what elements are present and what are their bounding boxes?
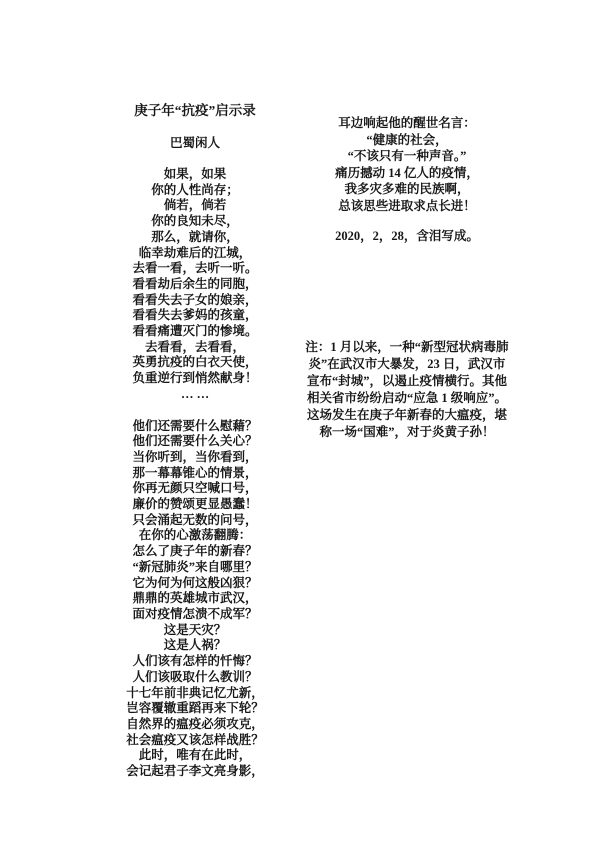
poem-line: 痛历撼动 14 亿人的疫情， [335, 165, 479, 180]
poem-line: 看看痛遭灭门的惨境。 [132, 324, 258, 339]
note-line: 相关省市纷纷启动“应急 1 级响应”。 [306, 391, 507, 405]
poem-line: … … [180, 386, 210, 401]
poem-line: 人们该有怎样的忏悔？ [132, 654, 258, 669]
poem-line: 倘若，倘若 [163, 198, 227, 213]
footnote-paragraph [305, 339, 509, 441]
poem-line: 人们该吸取什么教训？ [132, 669, 258, 684]
poem-line: 它为何为何这般凶狠？ [132, 575, 258, 590]
poem-line: 这是天灾？ [163, 622, 227, 637]
poem-line: 他们还需要什么关心？ [132, 434, 258, 449]
poem-line: 十七年前非典记忆尤新， [126, 685, 264, 700]
poem-line: 你再无颜只空喊口号， [132, 481, 258, 496]
poem-line: 英勇抗疫的白衣天使， [132, 355, 258, 370]
poem-line: 那一幕幕锥心的情景， [132, 465, 258, 480]
poem-line: 临幸劫难后的江城， [138, 245, 252, 260]
poem-line: 社会瘟疫又该怎样战胜？ [126, 732, 264, 747]
poem-line: 我多灾多难的民族啊， [344, 182, 470, 196]
poem-line: 当你听到，当你看到， [132, 449, 258, 464]
poem-line: “不该只有一种声音。” [347, 149, 467, 163]
poem-stanza-2 [53, 419, 337, 780]
poem-line: 他们还需要什么慰藉？ [132, 418, 258, 433]
poem-line: 这是人祸？ [163, 638, 227, 653]
poem-line: 总该思些进取求点长进！ [338, 198, 476, 213]
document-title: 庚子年“抗疫”启示录 [134, 103, 256, 118]
note-line: 称一场“国难”，对于炎黄子孙！ [319, 425, 495, 439]
poem-line: 在你的心激荡翻腾： [138, 528, 252, 543]
poem-line: 负重逆行到悄然献身！ [132, 371, 258, 386]
poem-line: 自然界的瘟疫必须攻克， [126, 716, 264, 731]
author-name: 巴蜀闲人 [169, 136, 220, 150]
note-line: 这场发生在庚子年新春的大瘟疫，堪 [306, 408, 507, 422]
poem-line: 你的人性尚存； [151, 182, 239, 197]
poem-line: 鼎鼎的英雄城市武汉， [132, 591, 258, 606]
poem-line: 耳边响起他的醒世名言： [338, 116, 476, 130]
poem-line: 那么，就请你， [151, 229, 239, 244]
poem-line: 看看劫后余生的同胞， [132, 276, 258, 291]
poem-line: 看看失去子女的娘亲， [132, 292, 258, 307]
note-line: 宣布“封城”，以遏止疫情横行。其他 [306, 374, 507, 388]
poem-line: 如果，如果 [163, 167, 227, 181]
poem-line: 会记起君子李文亮身影， [126, 764, 264, 779]
poem-line: 廉价的赞颂更显愚蠢！ [132, 497, 258, 512]
poem-line: 看看失去爹妈的孩童， [132, 308, 258, 323]
poem-line: 面对疫情怎溃不成军？ [132, 606, 258, 621]
poem-stanza-1 [53, 167, 337, 403]
poem-line: 去看一看，去听一听。 [132, 261, 258, 276]
poem-line: 只会涌起无数的问号， [132, 512, 258, 527]
poem-line: 怎么了庚子年的新春？ [132, 544, 258, 559]
poem-line: 此时，唯有在此时， [138, 748, 252, 763]
poem-line: 岂容覆辙重蹈再来下轮？ [126, 701, 264, 716]
poem-stanza-3 [305, 115, 509, 214]
poem-line: 你的良知未尽， [151, 214, 239, 229]
right-column [305, 115, 509, 441]
poem-line: “健康的社会， [366, 132, 448, 147]
date-line: 2020，2，28，含泪写成。 [335, 229, 479, 243]
poem-line: “新冠肺炎”来自哪里？ [132, 559, 258, 574]
poem-line: 去看看，去看看， [144, 339, 245, 354]
note-line: 炎”在武汉市大暴发，23 日，武汉市 [308, 357, 506, 371]
note-line: 注：1 月以来，一种“新型冠状病毒肺 [305, 340, 509, 354]
left-column [53, 103, 337, 780]
